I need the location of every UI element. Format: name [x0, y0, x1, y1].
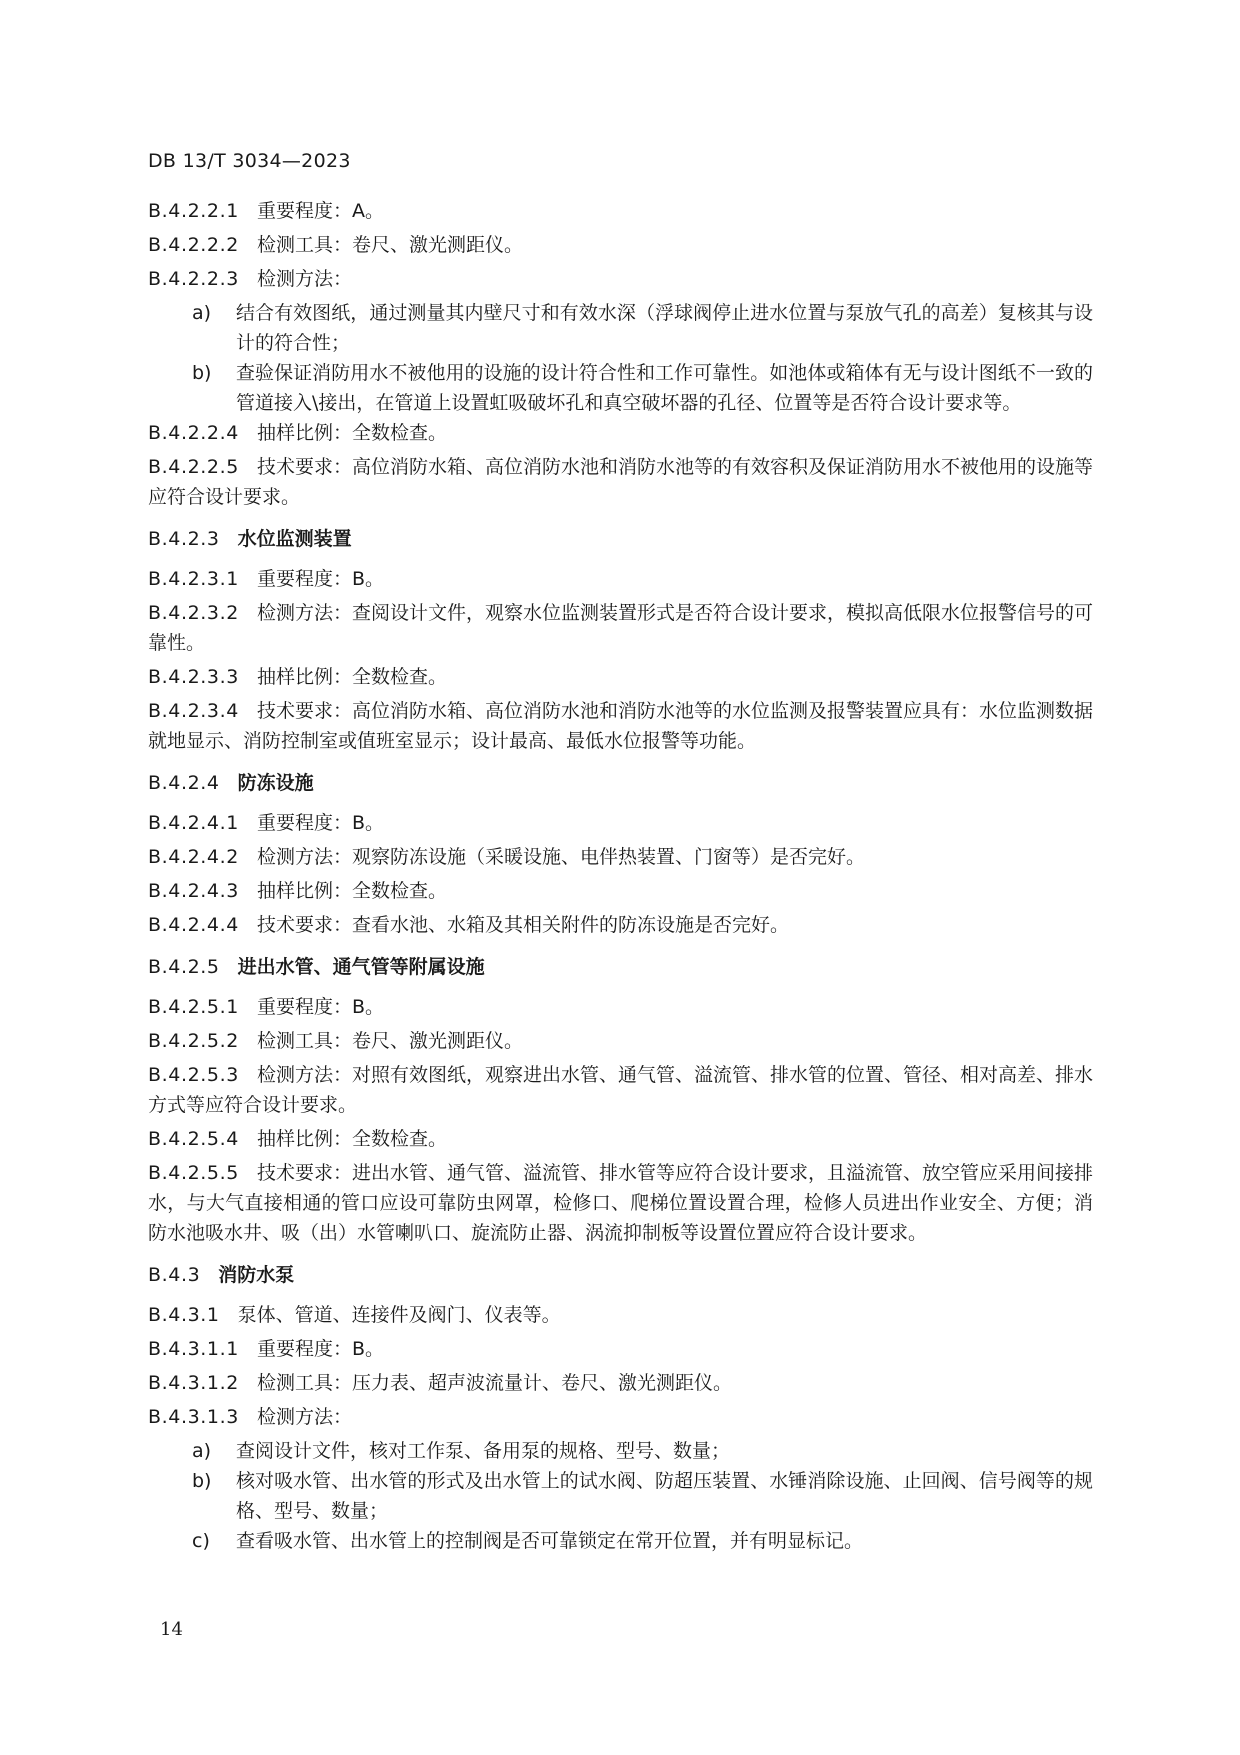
clause-text: 技术要求：高位消防水箱、高位消防水池和消防水池等的水位监测及报警装置应具有：水位监测数据就地显示、消防控制室或值班室显示；设计最高、最低水位报警等功能。 — [148, 700, 1093, 752]
clause-paragraph — [148, 196, 1093, 226]
clause-number: B.4.3.1.2 — [148, 1372, 239, 1394]
clause-paragraph — [148, 876, 1093, 906]
clause-number: B.4.2.5.4 — [148, 1128, 239, 1150]
clause-text: 抽样比例：全数检查。 — [256, 1128, 447, 1150]
clause-number: B.4.2.2.5 — [148, 456, 239, 478]
clause-paragraph — [148, 564, 1093, 594]
list-item-marker: a) — [192, 302, 212, 324]
list-item-text: 查看吸水管、出水管上的控制阀是否可靠锁定在常开位置，并有明显标记。 — [236, 1530, 864, 1552]
clause-number: B.4.2.3.2 — [148, 602, 239, 624]
clause-paragraph — [148, 1334, 1093, 1364]
list-item-text: 核对吸水管、出水管的形式及出水管上的试水阀、防超压装置、水锤消除设施、止回阀、信号阀等的规格、型号、数量； — [236, 1470, 1093, 1522]
clause-paragraph — [148, 1158, 1093, 1248]
clause-text: 重要程度：B。 — [256, 812, 384, 834]
clause-number: B.4.2.3.1 — [148, 568, 239, 590]
clause-text: 泵体、管道、连接件及阀门、仪表等。 — [237, 1304, 561, 1326]
section-number: B.4.2.3 — [148, 528, 220, 550]
clause-paragraph — [148, 992, 1093, 1022]
clause-text: 检测方法：观察防冻设施（采暖设施、电伴热装置、门窗等）是否完好。 — [256, 846, 865, 868]
list-item-marker: b) — [192, 362, 212, 384]
list-item-marker: b) — [192, 1470, 212, 1492]
section-number: B.4.3 — [148, 1264, 201, 1286]
list-item — [148, 1526, 1093, 1556]
clause-number: B.4.2.4.3 — [148, 880, 239, 902]
list-item — [148, 358, 1093, 418]
enumerated-list — [148, 298, 1093, 418]
clause-text: 技术要求：高位消防水箱、高位消防水池和消防水池等的有效容积及保证消防用水不被他用的设施等应符合设计要求。 — [148, 456, 1093, 508]
clause-paragraph — [148, 1368, 1093, 1398]
clause-number: B.4.2.2.2 — [148, 234, 239, 256]
section-title: 水位监测装置 — [237, 528, 352, 550]
list-item-text: 结合有效图纸，通过测量其内壁尺寸和有效水深（浮球阀停止进水位置与泵放气孔的高差）复核其与设计的符合性； — [236, 302, 1093, 354]
clause-paragraph — [148, 696, 1093, 756]
list-item — [148, 1436, 1093, 1466]
clause-paragraph — [148, 662, 1093, 692]
clause-text: 检测方法： — [256, 268, 352, 290]
clause-number: B.4.2.5.5 — [148, 1162, 239, 1184]
document-body — [148, 196, 1093, 1556]
clause-text: 技术要求：进出水管、通气管、溢流管、排水管等应符合设计要求，且溢流管、放空管应采用间接排水，与大气直接相通的管口应设可靠防虫网罩，检修口、爬梯位置设置合理，检修人员进出作业安全、方便；消防水池吸水井、吸（出）水管喇叭口、旋流防止器、涡流抑制板等设置位置应符合设计要求。 — [148, 1162, 1093, 1244]
clause-text: 抽样比例：全数检查。 — [256, 666, 447, 688]
list-item-marker: a) — [192, 1440, 212, 1462]
list-item — [148, 1466, 1093, 1526]
enumerated-list — [148, 1436, 1093, 1556]
clause-number: B.4.3.1 — [148, 1304, 220, 1326]
section-number: B.4.2.4 — [148, 772, 220, 794]
clause-text: 检测工具：卷尺、激光测距仪。 — [256, 234, 523, 256]
section-heading — [148, 768, 1093, 798]
list-item — [148, 298, 1093, 358]
page-number: 14 — [160, 1619, 183, 1640]
clause-paragraph — [148, 1060, 1093, 1120]
clause-text: 检测方法： — [256, 1406, 352, 1428]
list-item-text: 查验保证消防用水不被他用的设施的设计符合性和工作可靠性。如池体或箱体有无与设计图纸不一致的管道接入\接出，在管道上设置虹吸破坏孔和真空破坏器的孔径、位置等是否符合设计要求等。 — [236, 362, 1093, 414]
section-title: 防冻设施 — [237, 772, 314, 794]
clause-number: B.4.2.2.4 — [148, 422, 239, 444]
clause-number: B.4.2.3.3 — [148, 666, 239, 688]
clause-number: B.4.2.4.1 — [148, 812, 239, 834]
clause-paragraph — [148, 1026, 1093, 1056]
clause-number: B.4.3.1.1 — [148, 1338, 239, 1360]
clause-number: B.4.2.4.2 — [148, 846, 239, 868]
section-heading — [148, 952, 1093, 982]
clause-paragraph — [148, 910, 1093, 940]
clause-paragraph — [148, 598, 1093, 658]
section-heading — [148, 524, 1093, 554]
clause-number: B.4.3.1.3 — [148, 1406, 239, 1428]
clause-text: 检测工具：压力表、超声波流量计、卷尺、激光测距仪。 — [256, 1372, 732, 1394]
clause-number: B.4.2.2.1 — [148, 200, 239, 222]
clause-text: 重要程度：B。 — [256, 996, 384, 1018]
section-heading — [148, 1260, 1093, 1290]
clause-number: B.4.2.5.1 — [148, 996, 239, 1018]
list-item-marker: c) — [192, 1530, 210, 1552]
clause-text: 重要程度：B。 — [256, 568, 384, 590]
clause-paragraph — [148, 1300, 1093, 1330]
clause-number: B.4.2.3.4 — [148, 700, 239, 722]
clause-number: B.4.2.4.4 — [148, 914, 239, 936]
clause-text: 检测方法：对照有效图纸，观察进出水管、通气管、溢流管、排水管的位置、管径、相对高差、排水方式等应符合设计要求。 — [148, 1064, 1093, 1116]
clause-paragraph — [148, 264, 1093, 294]
section-title: 进出水管、通气管等附属设施 — [237, 956, 485, 978]
clause-number: B.4.2.5.3 — [148, 1064, 239, 1086]
clause-number: B.4.2.2.3 — [148, 268, 239, 290]
clause-paragraph — [148, 418, 1093, 448]
clause-text: 技术要求：查看水池、水箱及其相关附件的防冻设施是否完好。 — [256, 914, 789, 936]
list-item-text: 查阅设计文件，核对工作泵、备用泵的规格、型号、数量； — [236, 1440, 731, 1462]
clause-text: 检测方法：查阅设计文件，观察水位监测装置形式是否符合设计要求，模拟高低限水位报警信号的可靠性。 — [148, 602, 1093, 654]
clause-text: 抽样比例：全数检查。 — [256, 880, 447, 902]
clause-text: 检测工具：卷尺、激光测距仪。 — [256, 1030, 523, 1052]
section-title: 消防水泵 — [218, 1264, 295, 1286]
clause-text: 重要程度：A。 — [256, 200, 384, 222]
clause-paragraph — [148, 808, 1093, 838]
clause-number: B.4.2.5.2 — [148, 1030, 239, 1052]
clause-paragraph — [148, 1402, 1093, 1432]
clause-text: 重要程度：B。 — [256, 1338, 384, 1360]
clause-paragraph — [148, 230, 1093, 260]
clause-paragraph — [148, 1124, 1093, 1154]
document-code-header: DB 13/T 3034—2023 — [148, 150, 351, 172]
clause-text: 抽样比例：全数检查。 — [256, 422, 447, 444]
clause-paragraph — [148, 842, 1093, 872]
section-number: B.4.2.5 — [148, 956, 220, 978]
clause-paragraph — [148, 452, 1093, 512]
